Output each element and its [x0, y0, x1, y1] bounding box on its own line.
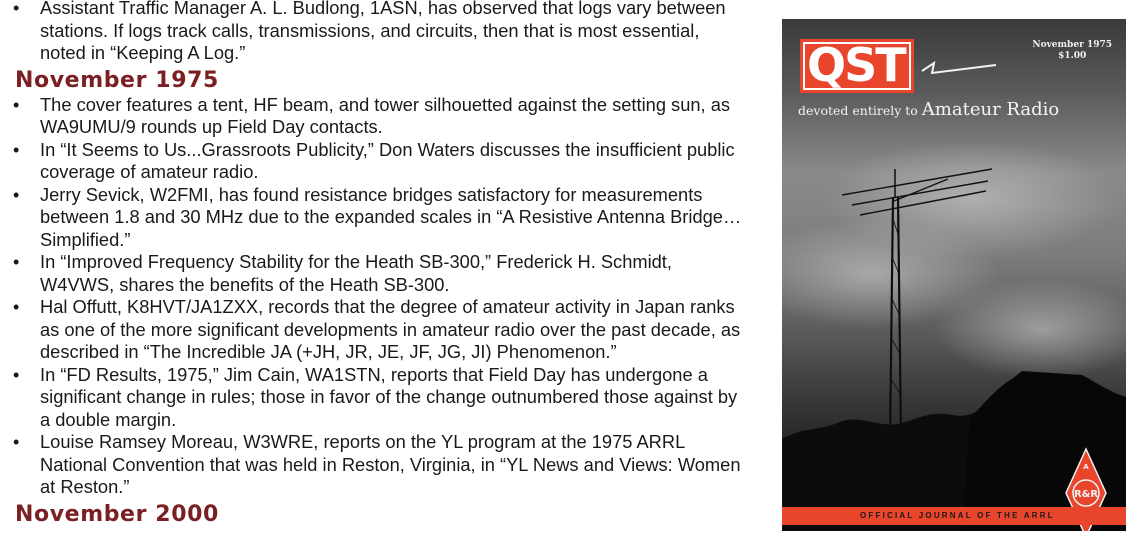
- hf-beam-antenna-icon: [842, 169, 992, 215]
- cover-price: $1.00: [1058, 51, 1087, 61]
- cover-issue-date: November 1975: [1032, 40, 1112, 50]
- list-item: • Assistant Traffic Manager A. L. Budlong, 1ASN, has observed that logs vary between stations. If logs track calls, transmissions, and circuits, then that is most essential, noted in “Keeping A Log.”: [12, 0, 742, 65]
- lightning-bolt-icon: [922, 63, 996, 73]
- top-bullet-list: [12, 0, 742, 65]
- list-item: • Jerry Sevick, W2FMI, has found resistance bridges satisfactory for measurements between 1.8 and 30 MHz due to the expanded scales in “A Resistive Antenna Bridge…Simplified.”: [12, 184, 742, 252]
- list-item: • Louise Ramsey Moreau, W3WRE, reports on the YL program at the 1975 ARRL National Convention that was held in Reston, Virginia, in “YL News and Views: Women at Reston.”: [12, 431, 742, 499]
- list-item: • The cover features a tent, HF beam, and tower silhouetted against the setting sun, as WA9UMU/9 rounds up Field Day contacts.: [12, 94, 742, 139]
- nov-1975-bullet-list: [12, 94, 742, 499]
- cover-footer-text: OFFICIAL JOURNAL OF THE ARRL: [860, 511, 1055, 520]
- list-item: • In “It Seems to Us...Grassroots Publicity,” Don Waters discusses the insufficient public coverage of amateur radio.: [12, 139, 742, 184]
- section-heading-nov-2000: November 2000: [15, 501, 219, 527]
- svg-text:A: A: [1083, 463, 1089, 471]
- tagline-big: Amateur Radio: [921, 99, 1060, 120]
- tagline-small: devoted entirely to: [798, 103, 918, 118]
- cover-artwork: [782, 19, 1126, 531]
- svg-text:R&R: R&R: [1073, 489, 1099, 500]
- qst-logo-text: QST: [800, 39, 914, 93]
- section-heading-nov-1975: November 1975: [15, 67, 219, 93]
- list-item: • Hal Offutt, K8HVT/JA1ZXX, records that the degree of amateur activity in Japan ranks as one of the more significant developments in amateur radio over the past decade, as described in “The Incredible JA (+JH, JR, JE, JF, JG, JI) Phenomenon.”: [12, 296, 742, 364]
- qst-logo: [800, 38, 914, 92]
- list-item: • In “Improved Frequency Stability for the Heath SB-300,” Frederick H. Schmidt, W4VWS, shares the benefits of the Heath SB-300.: [12, 251, 742, 296]
- cover-issue-info: [1032, 40, 1112, 62]
- qst-cover-image: [782, 19, 1126, 531]
- cover-tagline: [798, 99, 1059, 120]
- cover-footer-band: [782, 507, 1126, 525]
- list-item: • In “FD Results, 1975,” Jim Cain, WA1STN, reports that Field Day has undergone a significant change in rules; those in favor of the change outnumbered those against by a double margin.: [12, 364, 742, 432]
- article-column: [12, 0, 742, 528]
